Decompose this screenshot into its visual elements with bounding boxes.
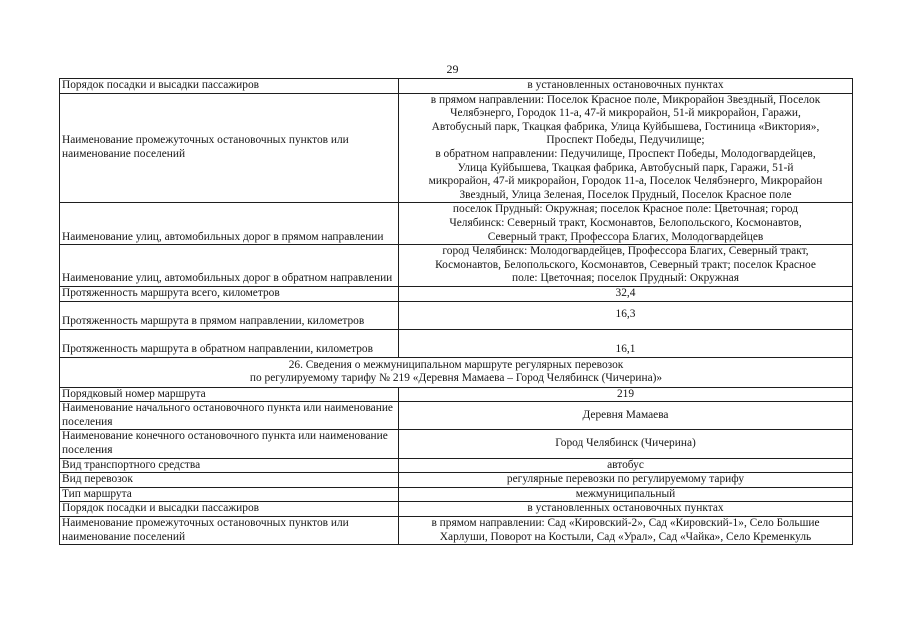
table-row — [60, 502, 853, 517]
page-number: 29 — [446, 62, 459, 76]
row-value: Деревня Мамаева — [399, 402, 853, 430]
row-value: 219 — [399, 387, 853, 402]
row-label: Протяженность маршрута в обратном направлении, километров — [60, 329, 399, 357]
row-value: 32,4 — [399, 286, 853, 301]
section-heading-row — [60, 357, 853, 387]
section-title: 26. Сведения о межмуниципальном маршруте регулярных перевозок по регулируемому тарифу № 219 «Деревня Мамаева – Город Челябинск (Чичерина)» — [60, 357, 853, 387]
table-row — [60, 402, 853, 430]
row-value: межмуниципальный — [399, 487, 853, 502]
row-label: Вид перевозок — [60, 473, 399, 488]
table-row — [60, 301, 853, 329]
table-row — [60, 473, 853, 488]
row-label: Наименование улиц, автомобильных дорог в обратном направлении — [60, 245, 399, 287]
row-label: Наименование начального остановочного пункта или наименование поселения — [60, 402, 399, 430]
row-value: 16,1 — [399, 329, 853, 357]
route-info-table — [59, 78, 853, 545]
row-label: Протяженность маршрута в прямом направлении, километров — [60, 301, 399, 329]
table-row — [60, 329, 853, 357]
row-label: Тип маршрута — [60, 487, 399, 502]
table-row — [60, 458, 853, 473]
table-row — [60, 79, 853, 94]
row-label: Порядок посадки и высадки пассажиров — [60, 502, 399, 517]
table-row — [60, 517, 853, 545]
row-label: Порядок посадки и высадки пассажиров — [60, 79, 399, 94]
table-row — [60, 203, 853, 245]
row-label: Наименование конечного остановочного пункта или наименование поселения — [60, 430, 399, 458]
row-value: в установленных остановочных пунктах — [399, 502, 853, 517]
row-label: Наименование улиц, автомобильных дорог в прямом направлении — [60, 203, 399, 245]
row-label: Вид транспортного средства — [60, 458, 399, 473]
row-value: в прямом направлении: Поселок Красное поле, Микрорайон Звездный, Поселок Челябэнерго, Городок 11-а, 47-й микрорайон, 51-й микрорайон, Гаражи, Автобусный парк, Ткацкая фабрика, Улица Куйбышева, Гостиница «Виктория», Проспект Победы, Педучилище; в обратном направлении: Педучилище, Проспект Победы, Молодогвардейцев, Улица Куйбышева, Ткацкая фабрика, Автобусный парк, Гаражи, 51-й микрорайон, 47-й микрорайон, Городок 11-а, Поселок Челябэнерго, Микрорайон Звездный, Улица Зеленая, Поселок Прудный, Поселок Красное поле — [399, 93, 853, 203]
row-value: поселок Прудный: Окружная; поселок Красное поле: Цветочная; город Челябинск: Северный тракт, Космонавтов, Белопольского, Космонавтов, Северный тракт, Профессора Благих, Молодогвардейцев — [399, 203, 853, 245]
table-row — [60, 245, 853, 287]
row-value: 16,3 — [399, 301, 853, 329]
row-value: регулярные перевозки по регулируемому тарифу — [399, 473, 853, 488]
row-label: Протяженность маршрута всего, километров — [60, 286, 399, 301]
table-row — [60, 387, 853, 402]
row-value: город Челябинск: Молодогвардейцев, Профессора Благих, Северный тракт, Космонавтов, Белопольского, Космонавтов, Северный тракт; поселок Красное поле: Цветочная; поселок Прудный: Окружная — [399, 245, 853, 287]
row-value: автобус — [399, 458, 853, 473]
row-label: Наименование промежуточных остановочных пунктов или наименование поселений — [60, 517, 399, 545]
row-value: в установленных остановочных пунктах — [399, 79, 853, 94]
row-value: в прямом направлении: Сад «Кировский-2», Сад «Кировский-1», Село Большие Харлуши, Поворот на Костыли, Сад «Урал», Сад «Чайка», Село Кременкуль — [399, 517, 853, 545]
table-row — [60, 430, 853, 458]
row-value: Город Челябинск (Чичерина) — [399, 430, 853, 458]
table-row — [60, 487, 853, 502]
table-row — [60, 286, 853, 301]
row-label: Наименование промежуточных остановочных пунктов или наименование поселений — [60, 93, 399, 203]
table-row — [60, 93, 853, 203]
row-label: Порядковый номер маршрута — [60, 387, 399, 402]
